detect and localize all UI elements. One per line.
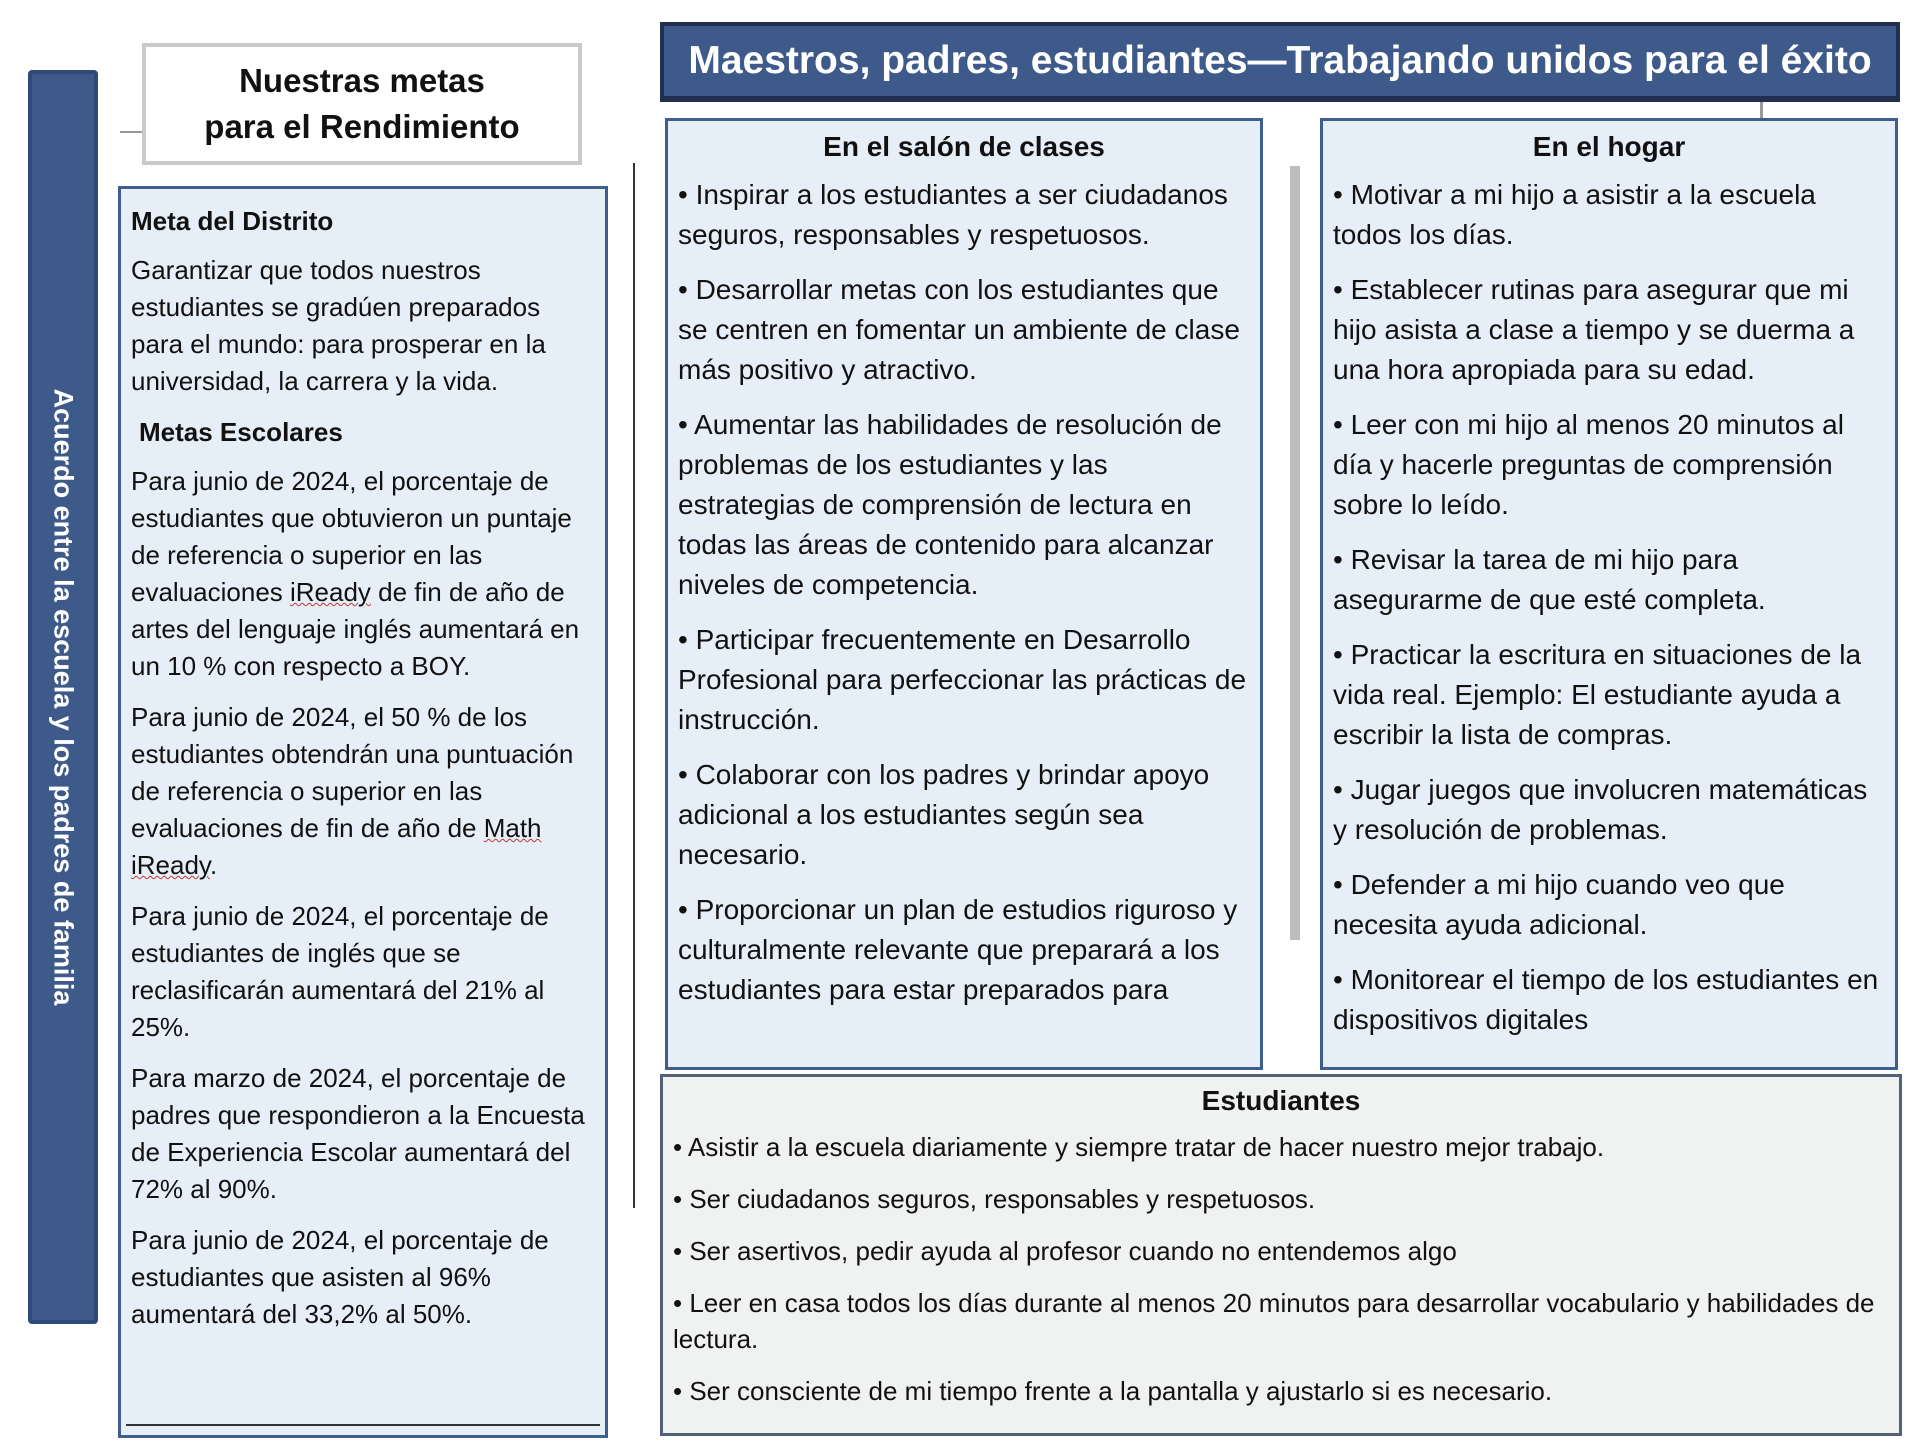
school-goal-item	[131, 699, 595, 884]
school-goals-heading: Metas Escolares	[139, 417, 343, 447]
list-item: • Leer en casa todos los días durante al menos 20 minutos para desarrollar vocabulario y habilidades de lectura.	[673, 1288, 1875, 1354]
classroom-panel	[665, 118, 1263, 1070]
list-item: • Revisar la tarea de mi hijo para asegurarme de que esté completa.	[1333, 544, 1766, 615]
school-goal-text: .	[210, 850, 218, 880]
classroom-heading: En el salón de clases	[823, 131, 1105, 162]
spellcheck-word: Math iReady	[131, 813, 542, 880]
list-item: • Inspirar a los estudiantes a ser ciudadanos seguros, responsables y respetuosos.	[678, 179, 1228, 250]
goals-title-line2: para el Rendimiento	[204, 108, 520, 145]
list-item: • Monitorear el tiempo de los estudiantes en dispositivos digitales	[1333, 964, 1879, 1035]
list-item: • Defender a mi hijo cuando veo que necesita ayuda adicional.	[1333, 869, 1785, 940]
main-header-title: Maestros, padres, estudiantes—Trabajando unidos para el éxito	[688, 39, 1872, 82]
school-goal-item: Para junio de 2024, el porcentaje de estudiantes de inglés que se reclasificarán aumentará del 21% al 25%.	[131, 901, 549, 1042]
list-item: • Colaborar con los padres y brindar apoyo adicional a los estudiantes según sea necesario.	[678, 759, 1210, 870]
connector-line	[1760, 100, 1763, 120]
list-item: • Leer con mi hijo al menos 20 minutos al día y hacerle preguntas de comprensión sobre lo leído.	[1333, 409, 1844, 520]
list-item: • Ser ciudadanos seguros, responsables y respetuosos.	[673, 1184, 1316, 1214]
list-item: • Aumentar las habilidades de resolución de problemas de los estudiantes y las estrategias de comprensión de lectura en todas las áreas de contenido para alcanzar niveles de competencia.	[678, 409, 1222, 600]
school-goal-text: de fin de año de artes del lenguaje inglés aumentará en un 10 % con respecto a BOY.	[131, 577, 580, 681]
divider	[633, 163, 635, 1208]
district-goal-heading: Meta del Distrito	[131, 206, 334, 236]
home-heading: En el hogar	[1532, 131, 1686, 162]
school-goal-item: Para marzo de 2024, el porcentaje de padres que respondieron a la Encuesta de Experiencia Escolar aumentará del 72% al 90%.	[131, 1063, 585, 1204]
list-item: • Practicar la escritura en situaciones de la vida real. Ejemplo: El estudiante ayuda a escribir la lista de compras.	[1333, 639, 1862, 750]
side-banner-text: Acuerdo entre la escuela y los padres de familia	[48, 388, 79, 1006]
goals-title-line1: Nuestras metas	[239, 62, 485, 99]
school-goal-text: Para junio de 2024, el porcentaje de estudiantes que obtuvieron un puntaje de referencia o superior en las evaluaciones	[131, 466, 572, 607]
main-header	[660, 22, 1900, 102]
goals-title	[142, 43, 582, 165]
home-panel	[1320, 118, 1898, 1070]
divider	[126, 1424, 600, 1426]
list-item: • Desarrollar metas con los estudiantes que se centren en fomentar un ambiente de clase más positivo y atractivo.	[678, 274, 1240, 385]
spellcheck-word: iReady	[290, 577, 371, 607]
connector-line	[120, 131, 144, 133]
list-item: • Establecer rutinas para asegurar que mi hijo asista a clase a tiempo y se duerma a una hora apropiada para su edad.	[1333, 274, 1855, 385]
school-goal-text: Para junio de 2024, el 50 % de los estudiantes obtendrán una puntuación de referencia o superior en las evaluaciones de fin de año de	[131, 702, 574, 843]
side-banner	[28, 70, 98, 1324]
list-item: • Asistir a la escuela diariamente y siempre tratar de hacer nuestro mejor trabajo.	[673, 1132, 1605, 1162]
list-item: • Jugar juegos que involucren matemáticas y resolución de problemas.	[1333, 774, 1868, 845]
students-panel	[660, 1074, 1902, 1436]
students-heading: Estudiantes	[1201, 1085, 1361, 1116]
goals-panel	[118, 186, 608, 1438]
district-goal-text: Garantizar que todos nuestros estudiantes se gradúen preparados para el mundo: para prosperar en la universidad, la carrera y la vida.	[131, 255, 546, 396]
list-item: • Ser consciente de mi tiempo frente a la pantalla y ajustarlo si es necesario.	[673, 1376, 1553, 1406]
divider	[1290, 166, 1300, 940]
school-goal-item	[131, 463, 595, 685]
list-item: • Motivar a mi hijo a asistir a la escuela todos los días.	[1333, 179, 1816, 250]
list-item: • Proporcionar un plan de estudios riguroso y culturalmente relevante que preparará a los estudiantes para estar preparados para	[678, 894, 1238, 1005]
school-goal-item: Para junio de 2024, el porcentaje de estudiantes que asisten al 96% aumentará del 33,2% al 50%.	[131, 1225, 549, 1329]
list-item: • Ser asertivos, pedir ayuda al profesor cuando no entendemos algo	[673, 1236, 1457, 1266]
list-item: • Participar frecuentemente en Desarrollo Profesional para perfeccionar las prácticas de instrucción.	[678, 624, 1247, 735]
